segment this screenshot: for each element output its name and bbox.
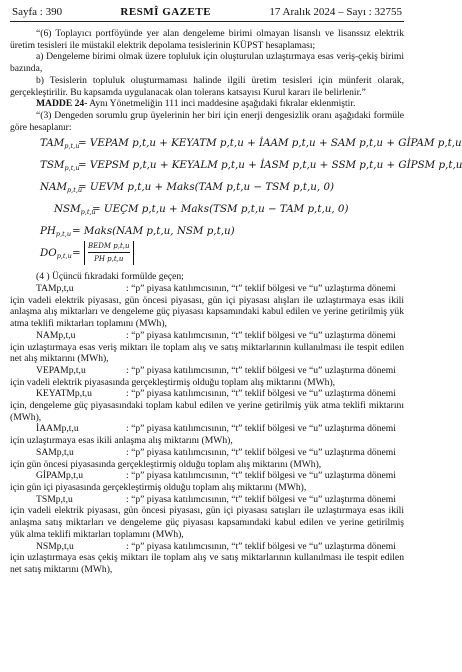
formula-nam	[10, 177, 404, 199]
definition-item	[10, 423, 404, 446]
paragraph-3: “(3) Dengeden sorumlu grup üyelerinin her biri için enerji dengesizlik oranı aşağıdaki formüle göre hesaplanır:	[10, 109, 404, 133]
formula-ph	[10, 221, 404, 243]
definition-term: NSMp,t,u	[36, 540, 74, 552]
definition-start: : “p” piyasa katılımcısının, “t” teklif bölgesi ve “u” uzlaştırma dönemi	[126, 470, 396, 482]
fraction-denominator: PH p,t,u	[94, 255, 124, 264]
formula-do	[10, 243, 404, 271]
definition-item	[10, 494, 404, 541]
formula-equals: =	[72, 247, 81, 260]
definition-text: için uzlaştırmaya esas ikili anlaşma alış miktarını (MWh),	[10, 435, 233, 447]
definition-term: İAAMp,t,u	[36, 423, 79, 435]
formula-subscript: p,t,u	[55, 230, 72, 239]
formula-tam	[10, 133, 462, 155]
madde-24	[10, 98, 404, 110]
definition-start: : “p” piyasa katılımcısının, “t” teklif bölgesi ve “u” uzlaştırma dönemi	[126, 423, 396, 435]
formula-rhs: = UEÇM p,t,u + Maks(TSM p,t,u − TAM p,t,u, 0)	[92, 203, 349, 216]
definition-text: için vadeli elektrik piyasası, gün öncesi piyasası, gün içi piyasası alışları ile uzlaştırmaya esas ikili anlaşma alış miktarları ve dengeleme güç piyasası kapsamındaki kabul edilen ve yerine getirilmiş yük atma teklifi miktarları toplamını (MWh),	[10, 294, 404, 330]
formula-rhs: = VEPAM p,t,u + KEYATM p,t,u + İAAM p,t,u + SAM p,t,u + GİPAM p,t,u	[78, 137, 462, 150]
definition-text: için gün öncesi piyasasında gerçekleştirmiş olduğu toplam alış miktarını (MWh),	[10, 458, 322, 470]
definition-start: : “p” piyasa katılımcısının, “t” teklif bölgesi ve “u” uzlaştırma dönemi	[126, 540, 396, 552]
definition-item	[10, 365, 404, 388]
definitions-intro: (4 ) Üçüncü fıkradaki formülde geçen;	[36, 271, 184, 283]
issue-date: 17 Aralık 2024 – Sayı : 32755	[269, 6, 402, 18]
definitions-list	[10, 283, 404, 576]
fraction-numerator: BEDM p,t,u	[88, 241, 130, 253]
definition-item	[10, 388, 404, 423]
formula-subscript: p,t,u	[80, 208, 96, 217]
formula-lhs: TSM	[40, 159, 65, 172]
page-header	[10, 6, 404, 18]
definition-start: : “p” piyasa katılımcısının, “t” teklif bölgesi ve “u” uzlaştırma dönemi	[126, 283, 396, 295]
page-number: Sayfa : 390	[12, 6, 63, 18]
formula-rhs: = UEVM p,t,u + Maks(TAM p,t,u − TSM p,t,u, 0)	[78, 181, 335, 194]
formula-lhs: NSM	[54, 203, 81, 216]
definition-term: TAMp,t,u	[36, 283, 74, 295]
formula-subscript: p,t,u	[64, 142, 80, 151]
formula-lhs: PH	[40, 225, 56, 238]
definition-term: GİPAMp,t,u	[36, 470, 84, 482]
madde-text: Aynı Yönetmeliğin 111 inci maddesine aşağıdaki fıkralar eklenmiştir.	[87, 98, 356, 110]
madde-label: MADDE 24-	[36, 98, 88, 110]
formula-tsm	[10, 155, 462, 177]
definition-start: : “p” piyasa katılımcısının, “t” teklif bölgesi ve “u” uzlaştırma dönemi	[126, 493, 396, 505]
formula-rhs: = Maks(NAM p,t,u, NSM p,t,u)	[72, 225, 235, 238]
definition-item	[10, 447, 404, 470]
formula-subscript: p,t,u	[64, 164, 80, 173]
definition-term: TSMp,t,u	[36, 493, 73, 505]
definition-item	[10, 470, 404, 493]
definition-term: VEPAMp,t,u	[36, 364, 86, 376]
definition-text: için vadeli elektrik piyasasında gerçekleştirmiş olduğu toplam alış miktarını (MWh),	[10, 376, 336, 388]
definition-item	[10, 541, 404, 576]
definition-item	[10, 330, 404, 365]
formula-nsm	[10, 199, 404, 221]
definition-term: NAMp,t,u	[36, 329, 76, 341]
formula-subscript: p,t,u	[67, 186, 83, 195]
item-b: b) Tesislerin topluluk oluşturmaması halinde ilgili üretim tesisleri için münferit olarak, gerçekleştirilir. Bu kapsamda uygulanacak olan tolerans katsayısı Kurul kararı ile belirlenir.”	[10, 74, 404, 98]
header-rule	[10, 21, 404, 22]
formula-lhs: DO	[40, 247, 57, 260]
gazette-title: RESMÎ GAZETE	[120, 6, 212, 18]
formula-lhs: NAM	[40, 181, 67, 194]
formula-rhs: = VEPSM p,t,u + KEYALM p,t,u + İASM p,t,u + SSM p,t,u + GİPSM p,t,u	[78, 159, 462, 172]
definition-text: için gün içi piyasasında gerçekleştirmiş olduğu toplam alış miktarını (MWh),	[10, 481, 307, 493]
definition-item	[10, 283, 404, 330]
item-a: a) Dengeleme birimi olmak üzere topluluk için oluşturulan uzlaştırmaya esas veriş-çekiş birimi bazında,	[10, 51, 404, 75]
formula-subscript: p,t,u	[56, 252, 72, 261]
definition-term: SAMp,t,u	[36, 446, 74, 458]
definition-start: : “p” piyasa katılımcısının, “t” teklif bölgesi ve “u” uzlaştırma dönemi	[126, 329, 396, 341]
definition-text: için, dengeleme güç piyasasındaki toplam kabul edilen ve yerine getirilmiş yük atma teklifi miktarını (MWh),	[10, 400, 404, 423]
definition-term: KEYATMp,t,u	[36, 388, 92, 400]
definition-text: için uzlaştırmaya esas çekiş miktarı ile toplam alış ve satış miktarlarının kullanılması ile tespit edilen net satış miktarını (MWh),	[10, 552, 404, 575]
formula-lhs: TAM	[40, 137, 65, 150]
paragraph-6: “(6) Toplayıcı portföyünde yer alan dengeleme birimi olmayan lisanslı ve lisanssız elektrik üretim tesisleri ile müstakil elektrik depolama tesislerinin KÜPST hesaplaması;	[10, 28, 404, 51]
definition-text: için uzlaştırmaya esas veriş miktarı ile toplam alış ve satış miktarlarının kullanılması ile tespit edilen net alış miktarını (MWh),	[10, 341, 404, 365]
definition-text: için vadeli elektrik piyasası, gün öncesi piyasası, gün içi piyasası satışları ile uzlaştırmaya esas ikili anlaşma satış miktarları ve dengeleme güç piyasası kapsamındaki kabul edilen ve yerine getirilmiş yük alma teklifi miktarları toplamını (MWh),	[10, 505, 404, 540]
formula-fraction	[84, 241, 134, 265]
definition-start: : “p” piyasa katılımcısının, “t” teklif bölgesi ve “u” uzlaştırma dönemi	[126, 388, 396, 400]
definition-start: : “p” piyasa katılımcısının, “t” teklif bölgesi ve “u” uzlaştırma dönemi	[126, 364, 396, 376]
definition-start: : “p” piyasa katılımcısının, “t” teklif bölgesi ve “u” uzlaştırma dönemi	[126, 446, 396, 458]
